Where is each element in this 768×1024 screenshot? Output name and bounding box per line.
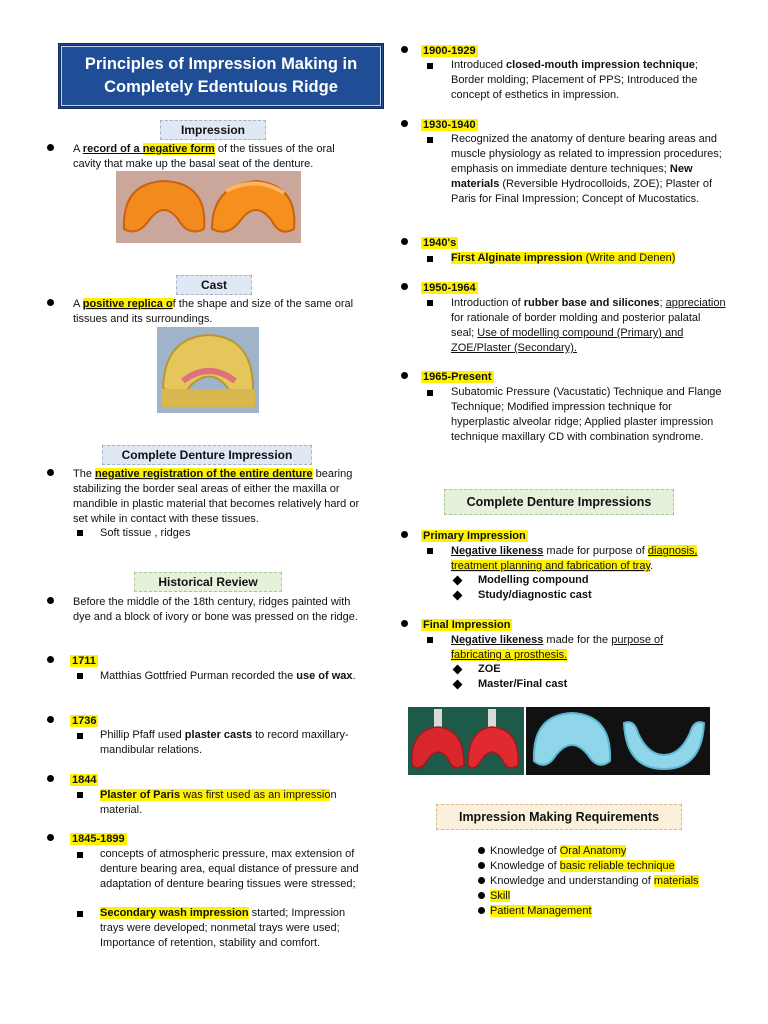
final-impression-mandibular-image [618, 707, 710, 775]
bullet [475, 875, 487, 887]
requirement-item: Knowledge of Oral Anatomy [490, 845, 627, 857]
heading-complete-denture-impressions: Complete Denture Impressions [444, 489, 674, 515]
bullet [475, 860, 487, 872]
final-item: Master/Final cast [478, 678, 568, 690]
square-bullet [74, 527, 86, 539]
heading-impression-making-requirements: Impression Making Requirements [436, 804, 682, 830]
primary-impression-tray-image [408, 707, 524, 775]
year-1711: 1711 [72, 655, 96, 667]
year-1930-text: Recognized the anatomy of denture bearing areas and muscle physiology as related to impression procedures; emphasis on immediate denture techniques; New materials (Reversible Hydrocolloids, ZOE); Plaster of Paris for Final Impression; Concept of Mucostatics. [451, 133, 722, 205]
bullet [44, 654, 56, 666]
requirement-item: Skill [490, 890, 511, 902]
bullet [44, 595, 56, 607]
heading-complete-denture-impression: Complete Denture Impression [102, 445, 312, 465]
year-1711-text: Matthias Gottfried Purman recorded the use of wax. [100, 670, 356, 682]
year-1950-text: Introduction of rubber base and silicones; appreciation for rationale of border molding and posterior palatal seal; Use of modelling compound (Primary) and ZOE/Plaster (Secondary). [451, 297, 726, 354]
bullet [398, 118, 410, 130]
square-bullet [424, 134, 436, 146]
history-intro: Before the middle of the 18th century, ridges painted with dye and a block of ivory or bone was pressed on the ridge. [73, 596, 358, 623]
final-item: ZOE [478, 663, 501, 675]
year-1940s: 1940's [423, 237, 457, 249]
year-1900-text: Introduced closed-mouth impression technique; Border molding; Placement of PPS; Introduced the concept of esthetics in impression. [451, 59, 698, 101]
primary-impression-label: Primary Impression [423, 530, 526, 542]
year-1844-text: Plaster of Paris was first used as an impression material. [100, 789, 337, 816]
diamond-bullet [451, 590, 463, 602]
bullet [398, 618, 410, 630]
final-impression-maxillary-image [526, 707, 618, 775]
primary-item: Modelling compound [478, 574, 589, 586]
square-bullet [74, 849, 86, 861]
bullet [475, 890, 487, 902]
bullet [44, 467, 56, 479]
bullet [44, 773, 56, 785]
bullet [398, 281, 410, 293]
square-bullet [424, 297, 436, 309]
diamond-bullet [451, 664, 463, 676]
heading-cast: Cast [176, 275, 252, 295]
cdi-definition: The negative registration of the entire denture bearing stabilizing the border seal areas of either the maxilla or mandible in plastic material that becomes relatively hard or set while in contact with these tissues. [73, 468, 360, 525]
heading-historical-review: Historical Review [134, 572, 282, 592]
bullet [44, 832, 56, 844]
heading-impression: Impression [160, 120, 266, 140]
cast-definition: A positive replica of the shape and size of the same oral tissues and its surroundings. [73, 298, 354, 325]
square-bullet [74, 670, 86, 682]
square-bullet [424, 253, 436, 265]
year-1965-text: Subatomic Pressure (Vacustatic) Technique and Flange Technique; Modified impression technique for hyperplastic alveolar ridge; Applied plaster impression technique maxillary CD with combination syndrome. [451, 386, 722, 443]
year-1950-1964: 1950-1964 [423, 282, 476, 294]
bullet [398, 529, 410, 541]
cdi-sub: Soft tissue , ridges [100, 527, 191, 539]
year-1900-1929: 1900-1929 [423, 45, 476, 57]
bullet [398, 370, 410, 382]
square-bullet [74, 789, 86, 801]
year-1736: 1736 [72, 715, 97, 727]
year-1965-present: 1965-Present [423, 371, 492, 383]
final-impression-label: Final Impression [423, 619, 511, 631]
impression-definition: A record of a negative form of the tissues of the oral cavity that make up the basal seat of the denture. [73, 143, 335, 170]
final-impression-text: Negative likeness made for the purpose of fabricating a prosthesis. [451, 634, 664, 661]
year-1844: 1844 [72, 774, 97, 786]
requirement-item: Patient Management [490, 905, 592, 917]
requirement-item: Knowledge and understanding of materials [490, 875, 699, 887]
requirement-item: Knowledge of basic reliable technique [490, 860, 675, 872]
page-title: Principles of Impression Making in Completely Edentulous Ridge [58, 43, 384, 109]
square-bullet [74, 908, 86, 920]
bullet [44, 297, 56, 309]
year-1736-text: Phillip Pfaff used plaster casts to record maxillary-mandibular relations. [100, 729, 349, 756]
bullet [475, 845, 487, 857]
diamond-bullet [451, 575, 463, 587]
bullet [44, 142, 56, 154]
diamond-bullet [451, 679, 463, 691]
bullet [44, 714, 56, 726]
square-bullet [424, 60, 436, 72]
year-1845-1899: 1845-1899 [72, 833, 125, 845]
bullet [475, 905, 487, 917]
year-1930-1940: 1930-1940 [423, 119, 476, 131]
cast-image [157, 327, 259, 413]
square-bullet [424, 634, 436, 646]
year-1845-text-b: Secondary wash impression started; Impression trays were developed; nonmetal trays were used; Importance of retention, stability and comfort. [100, 907, 346, 949]
primary-impression-text: Negative likeness made for purpose of diagnosis, treatment planning and fabrication of tray. [451, 545, 698, 572]
square-bullet [74, 730, 86, 742]
square-bullet [424, 545, 436, 557]
square-bullet [424, 387, 436, 399]
impression-tray-image [116, 171, 301, 243]
bullet [398, 236, 410, 248]
year-1845-text-a: concepts of atmospheric pressure, max extension of denture bearing area, equal distance of pressure and adaptation of denture bearing tissues were stressed; [100, 848, 359, 890]
bullet [398, 44, 410, 56]
year-1940-text: First Alginate impression (Write and Denen) [451, 252, 676, 264]
primary-item: Study/diagnostic cast [478, 589, 592, 601]
